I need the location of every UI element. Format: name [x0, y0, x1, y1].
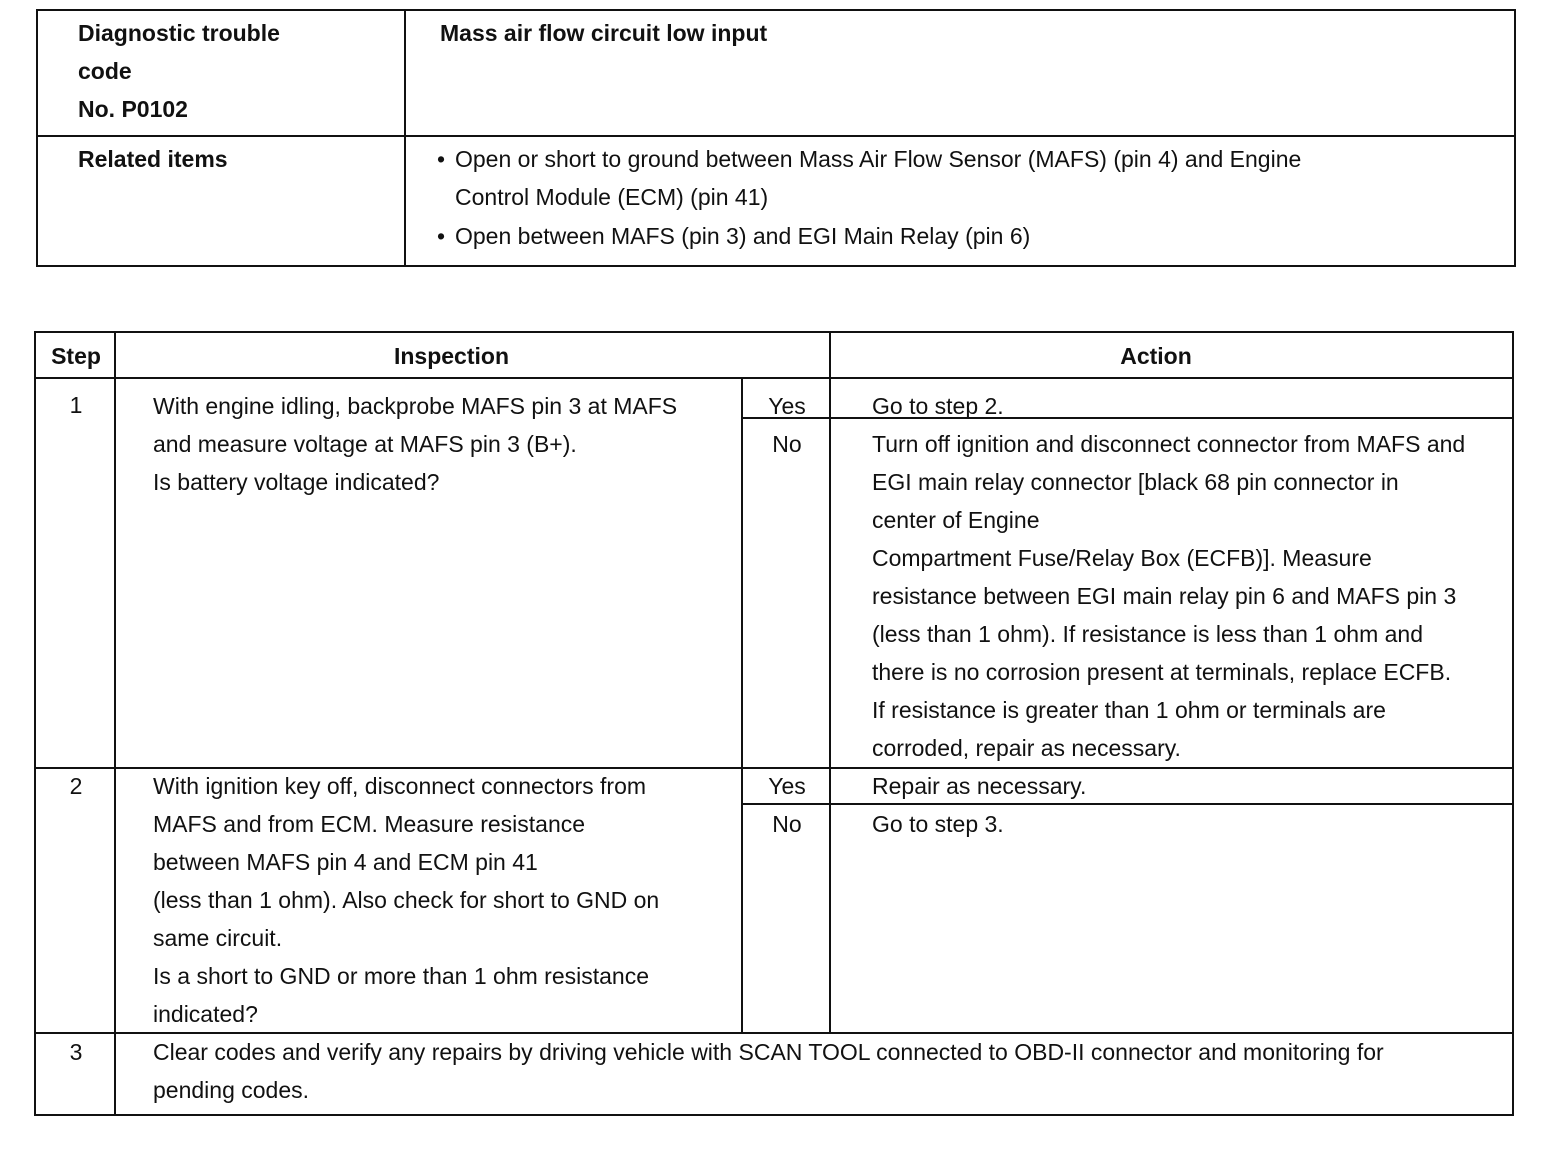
- header-inspection: Inspection: [393, 343, 509, 369]
- info-table-border-top: [36, 9, 1516, 11]
- action-line: Compartment Fuse/Relay Box (ECFB)]. Measure: [872, 545, 1372, 571]
- proc-yesno-sep: [743, 417, 1514, 419]
- yes-label: Yes: [768, 393, 806, 419]
- related-item-line: Open or short to ground between Mass Air Flow Sensor (MAFS) (pin 4) and Engine: [455, 146, 1302, 172]
- action-line: resistance between EGI main relay pin 6 and MAFS pin 3: [872, 583, 1457, 609]
- inspection-line: With engine idling, backprobe MAFS pin 3 at MAFS: [153, 393, 678, 419]
- yes-label: Yes: [768, 773, 806, 799]
- header-action: Action: [1120, 343, 1192, 369]
- inspection-line: With ignition key off, disconnect connectors from: [153, 773, 647, 799]
- info-table-divider: [404, 9, 406, 267]
- inspection-line: Is a short to GND or more than 1 ohm resistance: [153, 963, 649, 989]
- step3-line: pending codes.: [153, 1077, 310, 1103]
- bullet: •: [437, 146, 446, 172]
- action-line: Repair as necessary.: [872, 773, 1087, 799]
- info-table-border-bottom: [36, 265, 1516, 267]
- inspection-line: between MAFS pin 4 and ECM pin 41: [153, 849, 538, 875]
- action-line: center of Engine: [872, 507, 1040, 533]
- action-line: If resistance is greater than 1 ohm or terminals are: [872, 697, 1386, 723]
- action-line: Go to step 3.: [872, 811, 1004, 837]
- proc-yesno-sep: [743, 803, 1514, 805]
- inspection-line: indicated?: [153, 1001, 258, 1027]
- action-line: EGI main relay connector [black 68 pin connector in: [872, 469, 1399, 495]
- proc-border-right: [1512, 331, 1514, 1116]
- step3-line: Clear codes and verify any repairs by driving vehicle with SCAN TOOL connected to OBD-II connector and monitoring for: [153, 1039, 1384, 1065]
- action-line: corroded, repair as necessary.: [872, 735, 1181, 761]
- step-number: 1: [69, 392, 83, 418]
- inspection-line: Is battery voltage indicated?: [153, 469, 440, 495]
- bullet: •: [437, 223, 446, 249]
- proc-border-bottom: [34, 1114, 1514, 1116]
- related-item-line: Control Module (ECM) (pin 41): [455, 184, 769, 210]
- info-table-border-right: [1514, 9, 1516, 267]
- inspection-line: (less than 1 ohm). Also check for short to GND on: [153, 887, 660, 913]
- proc-yesno-divider: [741, 377, 743, 1034]
- proc-step-divider: [114, 331, 116, 1116]
- action-line: Go to step 2.: [872, 393, 1004, 419]
- info-table-border-mid: [36, 135, 1516, 137]
- action-line: there is no corrosion present at terminals, replace ECFB.: [872, 659, 1452, 685]
- action-line: Turn off ignition and disconnect connector from MAFS and: [872, 431, 1466, 457]
- info-table-border-left: [36, 9, 38, 267]
- dtc-label-line: code: [78, 58, 132, 84]
- proc-border-left: [34, 331, 36, 1116]
- dtc-label-line: No. P0102: [78, 96, 188, 122]
- related-items-label: Related items: [78, 146, 228, 172]
- header-step: Step: [51, 343, 101, 369]
- dtc-description: Mass air flow circuit low input: [440, 20, 768, 46]
- no-label: No: [772, 811, 802, 837]
- proc-border-top: [34, 331, 1514, 333]
- action-line: (less than 1 ohm). If resistance is less than 1 ohm and: [872, 621, 1423, 647]
- step-number: 3: [69, 1039, 83, 1065]
- proc-header-bottom: [34, 377, 1514, 379]
- step-number: 2: [69, 773, 83, 799]
- inspection-line: and measure voltage at MAFS pin 3 (B+).: [153, 431, 577, 457]
- inspection-line: same circuit.: [153, 925, 283, 951]
- no-label: No: [772, 431, 802, 457]
- dtc-label-line: Diagnostic trouble: [78, 20, 280, 46]
- inspection-line: MAFS and from ECM. Measure resistance: [153, 811, 586, 837]
- related-item-line: Open between MAFS (pin 3) and EGI Main Relay (pin 6): [455, 223, 1031, 249]
